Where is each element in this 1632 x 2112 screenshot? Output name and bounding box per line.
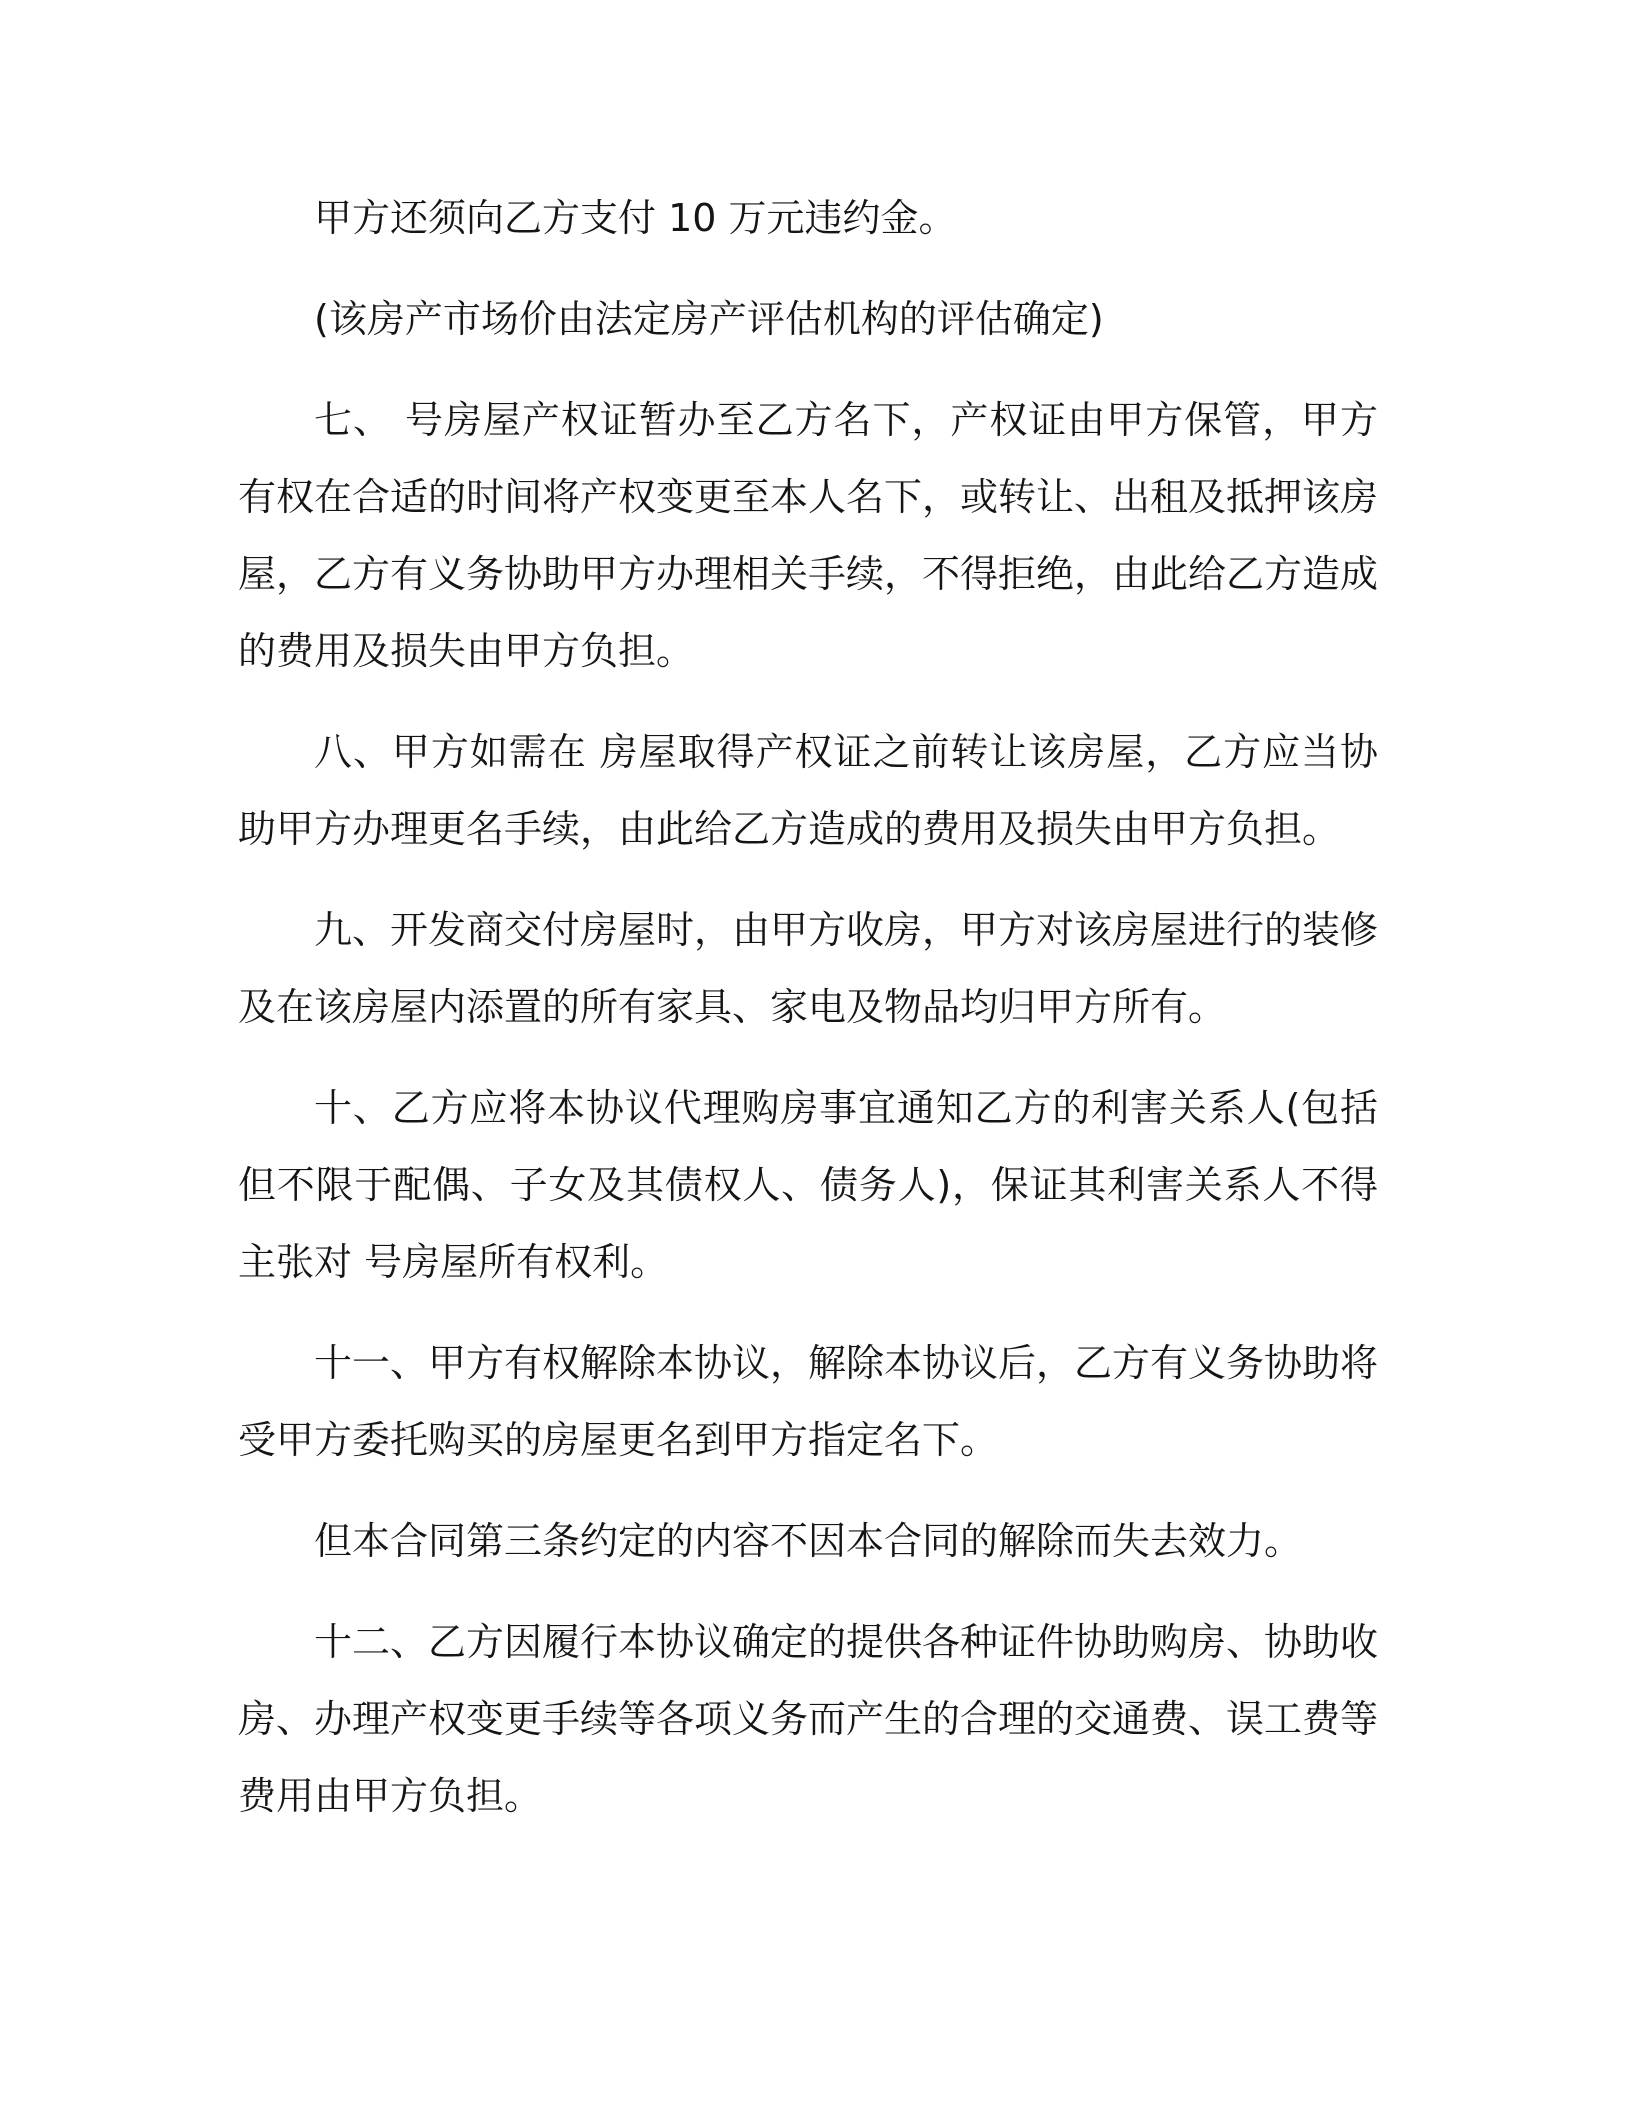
clause-12: 十二、乙方因履行本协议确定的提供各种证件协助购房、协助收房、办理产权变更手续等各项义务而产生的合理的交通费、误工费等费用由甲方负担。 bbox=[238, 1620, 1379, 1818]
clause-7: 七、 号房屋产权证暂办至乙方名下，产权证由甲方保管，甲方有权在合适的时间将产权变更至本人名下，或转让、出租及抵押该房屋，乙方有义务协助甲方办理相关手续，不得拒绝，由此给乙方造成的费用及损失由甲方负担。 bbox=[238, 398, 1379, 673]
clause-9: 九、开发商交付房屋时，由甲方收房，甲方对该房屋进行的装修及在该房屋内添置的所有家具、家电及物品均归甲方所有。 bbox=[238, 908, 1379, 1029]
clause-8: 八、甲方如需在 房屋取得产权证之前转让该房屋，乙方应当协助甲方办理更名手续，由此给乙方造成的费用及损失由甲方负担。 bbox=[238, 730, 1378, 851]
document-body bbox=[238, 180, 1378, 1859]
clause-11-supplement: 但本合同第三条约定的内容不因本合同的解除而失去效力。 bbox=[314, 1519, 1303, 1563]
clause-10: 十、乙方应将本协议代理购房事宜通知乙方的利害关系人(包括但不限于配偶、子女及其债权人、债务人)，保证其利害关系人不得主张对 号房屋所有权利。 bbox=[238, 1086, 1378, 1284]
clause-11: 十一、甲方有权解除本协议，解除本协议后，乙方有义务协助将受甲方委托购买的房屋更名到甲方指定名下。 bbox=[238, 1341, 1379, 1462]
paragraph-appraisal-note: (该房产市场价由法定房产评估机构的评估确定) bbox=[314, 297, 1104, 341]
paragraph-penalty: 甲方还须向乙方支付 10 万元违约金。 bbox=[314, 196, 957, 240]
